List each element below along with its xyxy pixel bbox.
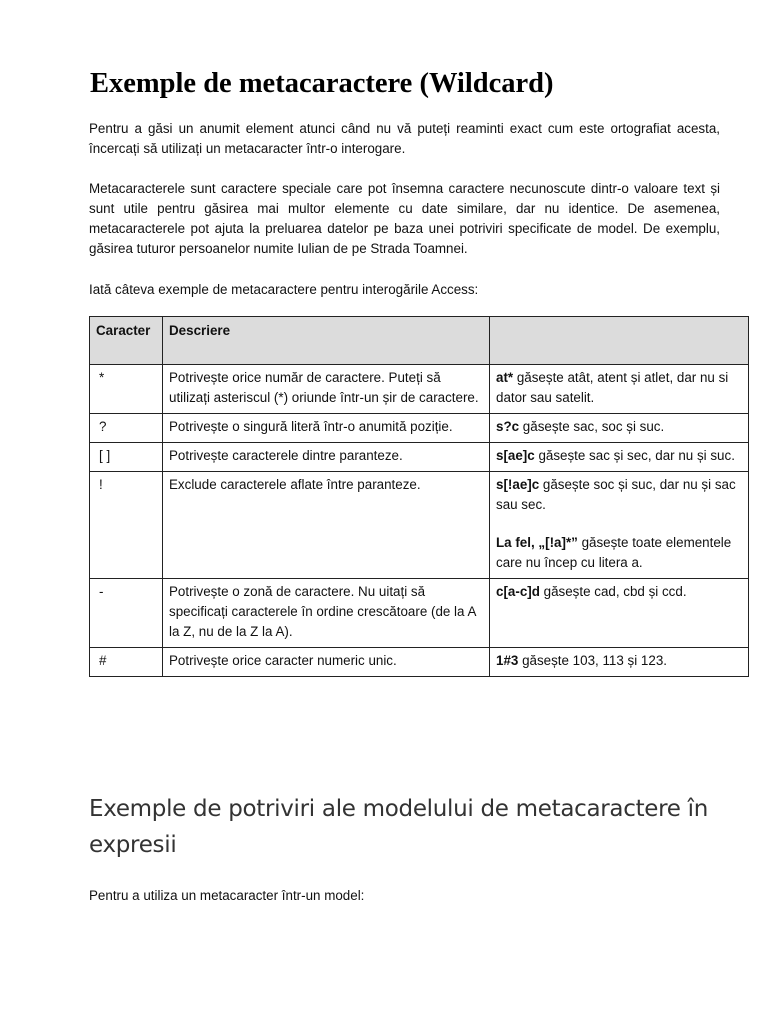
cell-example bbox=[490, 365, 749, 414]
cell-example bbox=[490, 472, 749, 579]
cell-description: Potrivește o singură literă într-o anumită poziție. bbox=[163, 414, 490, 443]
note-pattern: „[!a]*” bbox=[538, 535, 578, 550]
cell-character: ! bbox=[90, 472, 163, 579]
header-character: Caracter bbox=[90, 317, 163, 365]
header-example bbox=[490, 317, 749, 365]
cell-description: Potrivește o zonă de caractere. Nu uitați să specificați caracterele în ordine crescătoare (de la A la Z, nu de la Z la A). bbox=[163, 579, 490, 648]
cell-example bbox=[490, 648, 749, 677]
example-pattern: s[!ae]c bbox=[496, 477, 540, 492]
note-lead: La fel, bbox=[496, 535, 539, 550]
example-text: găsește 103, 113 și 123. bbox=[518, 653, 667, 668]
page-title: Exemple de metacaractere (Wildcard) bbox=[90, 68, 554, 99]
table-lead-paragraph: Iată câteva exemple de metacaractere pentru interogările Access: bbox=[89, 282, 479, 297]
example-note bbox=[496, 533, 742, 573]
note-text: găsește toate elementele care nu încep cu litera a. bbox=[496, 535, 732, 570]
cell-character: - bbox=[90, 579, 163, 648]
section-heading: Exemple de potriviri ale modelului de metacaractere în expresii bbox=[89, 796, 709, 858]
cell-character: [ ] bbox=[90, 443, 163, 472]
section-lead-paragraph: Pentru a utiliza un metacaracter într-un model: bbox=[89, 888, 365, 903]
example-text: găsește cad, cbd și ccd. bbox=[539, 584, 687, 599]
table-row bbox=[90, 648, 749, 677]
table-row bbox=[90, 414, 749, 443]
cell-example bbox=[490, 414, 749, 443]
cell-description: Potrivește orice caracter numeric unic. bbox=[163, 648, 490, 677]
table-row bbox=[90, 365, 749, 414]
explanation-paragraph: Metacaracterele sunt caractere speciale care pot însemna caractere necunoscute dintr-o valoare text și sunt utile pentru găsirea mai multor elemente cu date similare, dar nu identice. De asemenea, metacaracterele pot ajuta la preluarea datelor pe baza unei potriviri specificate de model. De exemplu, găsirea tuturor persoanelor numite Iulian de pe Strada Toamnei. bbox=[89, 181, 720, 256]
table-row bbox=[90, 579, 749, 648]
table-row bbox=[90, 472, 749, 579]
cell-description: Potrivește orice număr de caractere. Puteți să utilizați asteriscul (*) oriunde într-un șir de caractere. bbox=[163, 365, 490, 414]
example-pattern: s?c bbox=[496, 419, 520, 434]
header-description: Descriere bbox=[163, 317, 490, 365]
cell-description: Exclude caracterele aflate între paranteze. bbox=[163, 472, 490, 579]
cell-character: ? bbox=[90, 414, 163, 443]
example-text: găsește sac, soc și suc. bbox=[519, 419, 665, 434]
example-pattern: 1#3 bbox=[496, 653, 519, 668]
example-text: găsește soc și suc, dar nu și sac sau sec. bbox=[496, 477, 736, 512]
cell-example bbox=[490, 443, 749, 472]
example-pattern: c[a-c]d bbox=[496, 584, 540, 599]
example-pattern: s[ae]c bbox=[496, 448, 535, 463]
cell-example bbox=[490, 579, 749, 648]
wildcard-table bbox=[89, 316, 749, 677]
example-text: găsește atât, atent și atlet, dar nu si dator sau satelit. bbox=[496, 370, 729, 405]
intro-paragraph: Pentru a găsi un anumit element atunci când nu vă puteți reaminti exact cum este ortografiat acesta, încercați să utilizați un metacaracter într-o interogare. bbox=[89, 121, 720, 156]
table-row bbox=[90, 443, 749, 472]
example-pattern: at* bbox=[496, 370, 514, 385]
table-header-row bbox=[90, 317, 749, 365]
cell-description: Potrivește caracterele dintre paranteze. bbox=[163, 443, 490, 472]
cell-character: # bbox=[90, 648, 163, 677]
cell-character: * bbox=[90, 365, 163, 414]
example-text: găsește sac și sec, dar nu și suc. bbox=[534, 448, 735, 463]
